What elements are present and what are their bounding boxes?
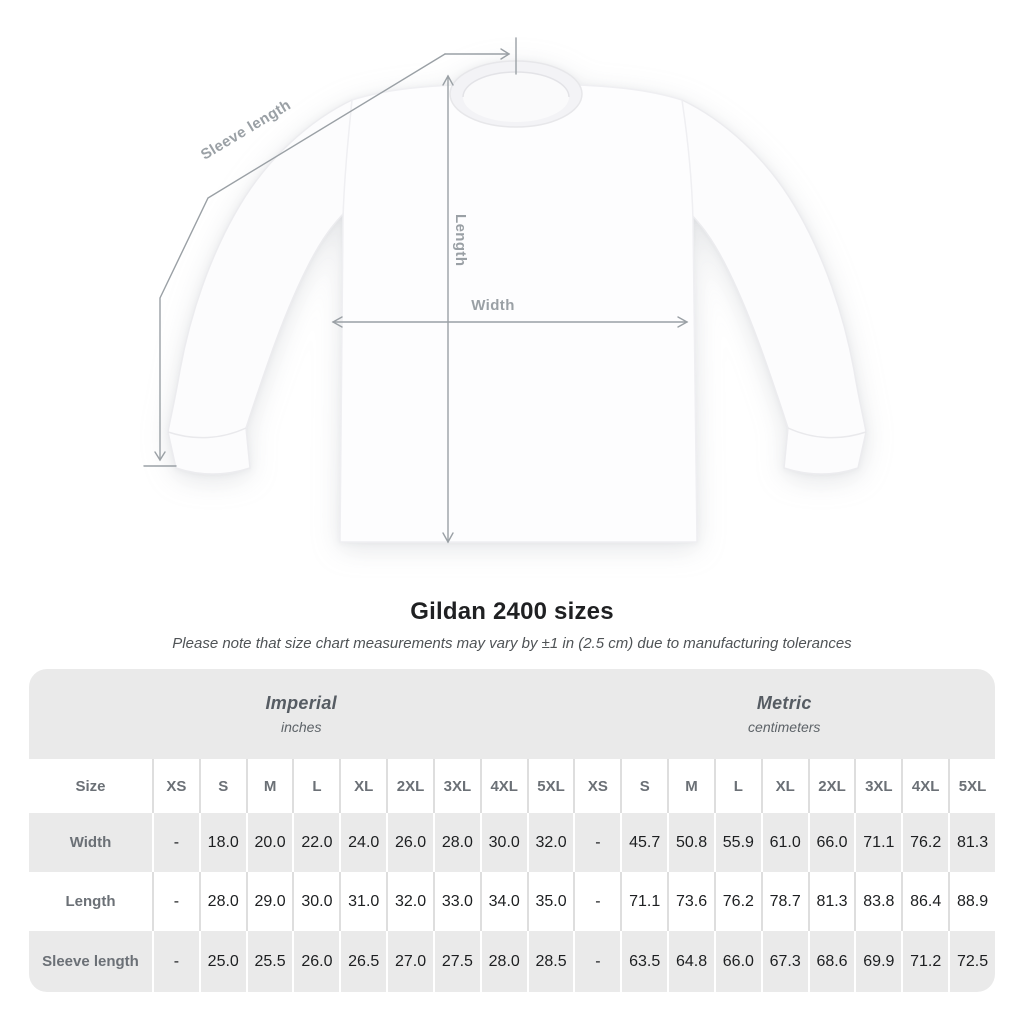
measurement-row [29, 813, 995, 872]
imperial-group-header [29, 669, 573, 759]
measurement-value: 26.5 [339, 931, 386, 992]
metric-unit-label: centimeters [748, 719, 821, 735]
measurement-value: 76.2 [714, 872, 761, 931]
measurement-value: 30.0 [292, 872, 339, 931]
measurement-value: 73.6 [667, 872, 714, 931]
unit-group-row [29, 669, 995, 759]
measurement-value: 45.7 [620, 813, 667, 872]
imperial-unit-label: inches [280, 719, 322, 735]
size-column-header: 4XL [901, 759, 948, 813]
size-column-header: XS [573, 759, 620, 813]
measurement-value: - [573, 872, 620, 931]
size-column-header: L [292, 759, 339, 813]
measurement-value: 55.9 [714, 813, 761, 872]
measurement-row-label: Width [29, 813, 152, 872]
measurement-value: 69.9 [854, 931, 901, 992]
size-column-header: XS [152, 759, 199, 813]
measurement-value: 61.0 [761, 813, 808, 872]
shirt-graphic [168, 61, 866, 542]
measurement-value: 72.5 [948, 931, 995, 992]
size-column-header: 2XL [386, 759, 433, 813]
page-subtitle: Please note that size chart measurements may vary by ±1 in (2.5 cm) due to manufacturing tolerances [172, 635, 852, 652]
size-column-header: XL [761, 759, 808, 813]
measurement-value: 66.0 [808, 813, 855, 872]
measurement-value: 66.0 [714, 931, 761, 992]
size-table-body [29, 669, 995, 992]
measurement-value: 22.0 [292, 813, 339, 872]
measurement-value: 24.0 [339, 813, 386, 872]
size-column-header: 5XL [948, 759, 995, 813]
size-column-header: 2XL [808, 759, 855, 813]
size-column-header: 4XL [480, 759, 527, 813]
size-column-header: S [199, 759, 246, 813]
imperial-label: Imperial [265, 693, 337, 713]
measurement-row [29, 872, 995, 931]
size-column-header: 3XL [433, 759, 480, 813]
measurement-value: 71.2 [901, 931, 948, 992]
size-column-header: 5XL [527, 759, 574, 813]
measurement-value: 31.0 [339, 872, 386, 931]
measurement-value: 28.0 [199, 872, 246, 931]
length-label: Length [452, 214, 469, 267]
measurement-value: 28.5 [527, 931, 574, 992]
measurement-value: 32.0 [386, 872, 433, 931]
measurement-value: 81.3 [948, 813, 995, 872]
size-column-header: S [620, 759, 667, 813]
measurement-value: 50.8 [667, 813, 714, 872]
measurement-value: 28.0 [480, 931, 527, 992]
measurement-value: 83.8 [854, 872, 901, 931]
measurement-value: 76.2 [901, 813, 948, 872]
metric-group-header [573, 669, 995, 759]
measurement-row-label: Sleeve length [29, 931, 152, 992]
size-header-row [29, 759, 995, 813]
measurement-value: 67.3 [761, 931, 808, 992]
measurement-value: 25.5 [246, 931, 293, 992]
measurement-value: 27.5 [433, 931, 480, 992]
measurement-value: 81.3 [808, 872, 855, 931]
measurement-value: 29.0 [246, 872, 293, 931]
measurement-value: 78.7 [761, 872, 808, 931]
measurement-value: 71.1 [854, 813, 901, 872]
measurement-value: - [573, 813, 620, 872]
shirt-body-shape [340, 74, 697, 543]
measurement-value: 64.8 [667, 931, 714, 992]
measurement-value: 86.4 [901, 872, 948, 931]
measurement-value: 26.0 [386, 813, 433, 872]
measurement-value: - [152, 872, 199, 931]
measurement-value: 71.1 [620, 872, 667, 931]
measurement-value: 20.0 [246, 813, 293, 872]
measurement-value: 32.0 [527, 813, 574, 872]
size-column-header: M [246, 759, 293, 813]
measurement-value: - [152, 931, 199, 992]
page-title: Gildan 2400 sizes [410, 598, 614, 625]
sleeve-length-label: Sleeve length [197, 96, 295, 164]
width-label: Width [471, 297, 515, 314]
measurement-value: 25.0 [199, 931, 246, 992]
measurement-value: 33.0 [433, 872, 480, 931]
size-column-header: M [667, 759, 714, 813]
measurement-value: - [152, 813, 199, 872]
measurement-row-label: Length [29, 872, 152, 931]
size-column-header: XL [339, 759, 386, 813]
measurement-value: 68.6 [808, 931, 855, 992]
measurement-value: 26.0 [292, 931, 339, 992]
size-header-cell: Size [29, 759, 152, 813]
measurement-value: 27.0 [386, 931, 433, 992]
measurement-value: 18.0 [199, 813, 246, 872]
size-table [29, 669, 995, 992]
measurement-value: 28.0 [433, 813, 480, 872]
measurement-value: 88.9 [948, 872, 995, 931]
measurement-value: - [573, 931, 620, 992]
measurement-value: 30.0 [480, 813, 527, 872]
right-sleeve-shape [682, 100, 866, 474]
measurement-value: 35.0 [527, 872, 574, 931]
measurement-row [29, 931, 995, 992]
left-sleeve-shape [168, 100, 352, 474]
size-column-header: 3XL [854, 759, 901, 813]
metric-label: Metric [756, 693, 812, 713]
size-column-header: L [714, 759, 761, 813]
title-block [0, 598, 1024, 652]
measurement-value: 63.5 [620, 931, 667, 992]
measurement-value: 34.0 [480, 872, 527, 931]
